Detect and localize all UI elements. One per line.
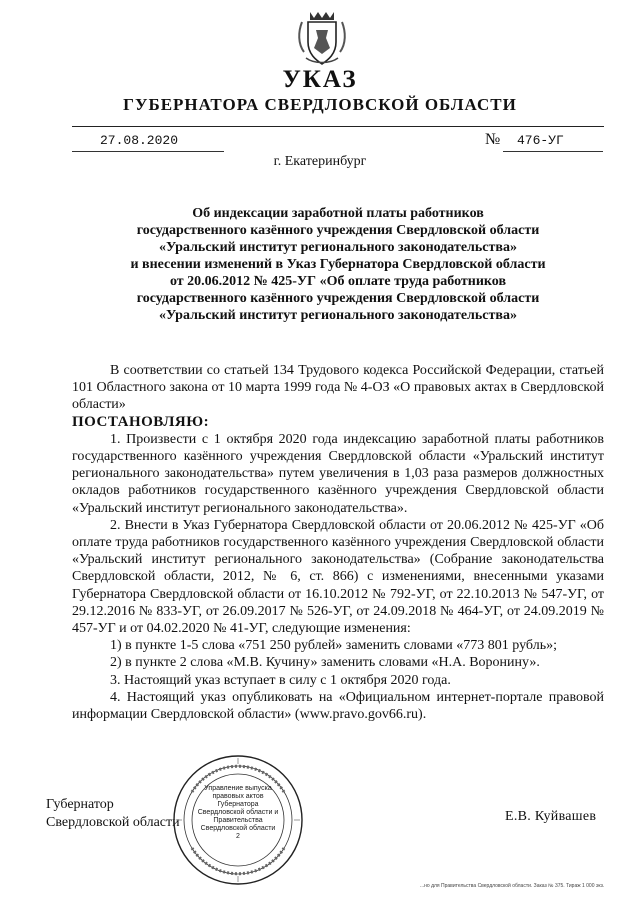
heading-line: «Уральский институт регионального законодательства» (159, 308, 517, 323)
paragraph-1: 1. Произвести с 1 октября 2020 года индексацию заработной платы работников государственного казённого учреждения Свердловской области «Уральский институт регионального законодательства» путем увеличения в 1,03 раза размеров должностных окладов работников государственного казённого учреждения Свердловской области «Уральский институт регионального законодательства». (72, 431, 604, 516)
stamp-number: 2 (236, 833, 240, 840)
print-footnote: ...но для Правительства Свердловской области. Заказ № 375. Тираж 1 000 экз. (420, 883, 605, 889)
decree-body (72, 362, 604, 723)
decree-heading (72, 205, 604, 324)
stamp-inner-text (170, 785, 306, 841)
heading-line: государственного казённого учреждения Свердловской области (136, 291, 540, 306)
heading-line: от 20.06.2012 № 425-УГ «Об оплате труда работников (169, 274, 506, 289)
document-type-title: УКАЗ (282, 66, 358, 93)
paragraph-2-item-2: 2) в пункте 2 слова «М.В. Кучину» заменить словами «Н.А. Воронину». (110, 655, 540, 671)
signatory-name: Е.В. Куйвашев (505, 809, 597, 824)
document-number: 476-УГ (517, 133, 564, 148)
paragraph-2: 2. Внести в Указ Губернатора Свердловской области от 20.06.2012 № 425-УГ «Об оплате труда работников государственного казённого учреждения Свердловской области «Уральский институт регионального законодательства» (Собрание законодательства Свердловской области, 2012, № 6, ст. 866) с изменениями, внесенными указами Губернатора Свердловской области от 16.10.2012 № 792-УГ, от 22.10.2013 № 547-УГ, от 29.12.2016 № 833-УГ, от 26.09.2017 № 526-УГ, от 24.09.2018 № 464-УГ, от 24.09.2019 № 457-УГ и от 04.02.2020 № 41-УГ, следующие изменения: (72, 517, 604, 637)
number-sign: № (485, 131, 501, 148)
paragraph-4: 4. Настоящий указ опубликовать на «Официальном интернет-портале правовой информации Свердловской области» (www.pravo.gov66.ru). (72, 689, 604, 723)
header-divider (72, 126, 604, 127)
coat-of-arms-emblem (296, 8, 348, 70)
heading-line: государственного казённого учреждения Свердловской области (136, 223, 540, 238)
heading-line: Об индексации заработной платы работников (192, 206, 484, 221)
postanovlyayu-label: ПОСТАНОВЛЯЮ: (72, 413, 210, 430)
date-underline (72, 151, 224, 152)
signatory-title-line1: Губернатор (46, 797, 114, 812)
issuer-title: ГУБЕРНАТОРА СВЕРДЛОВСКОЙ ОБЛАСТИ (123, 95, 517, 114)
document-date: 27.08.2020 (100, 133, 179, 148)
city-line: г. Екатеринбург (273, 154, 367, 169)
number-underline (503, 151, 603, 152)
signatory-title (46, 796, 180, 832)
paragraph-3: 3. Настоящий указ вступает в силу с 1 октября 2020 года. (110, 672, 451, 688)
heading-line: и внесении изменений в Указ Губернатора Свердловской области (130, 257, 546, 272)
paragraph-2-item-1: 1) в пункте 1-5 слова «751 250 рублей» заменить словами «773 801 рубль»; (110, 638, 557, 654)
stamp-caption: Управление выпуска правовых актов Губернатора Свердловской области и Правительства Свердловской области (197, 785, 279, 832)
heading-line: «Уральский институт регионального законодательства» (159, 240, 517, 255)
signatory-title-line2: Свердловской области (46, 815, 180, 830)
intro-paragraph: В соответствии со статьей 134 Трудового кодекса Российской Федерации, статьей 101 Областного закона от 10 марта 1999 года № 4-ОЗ «О правовых актах в Свердловской области» (72, 363, 604, 413)
